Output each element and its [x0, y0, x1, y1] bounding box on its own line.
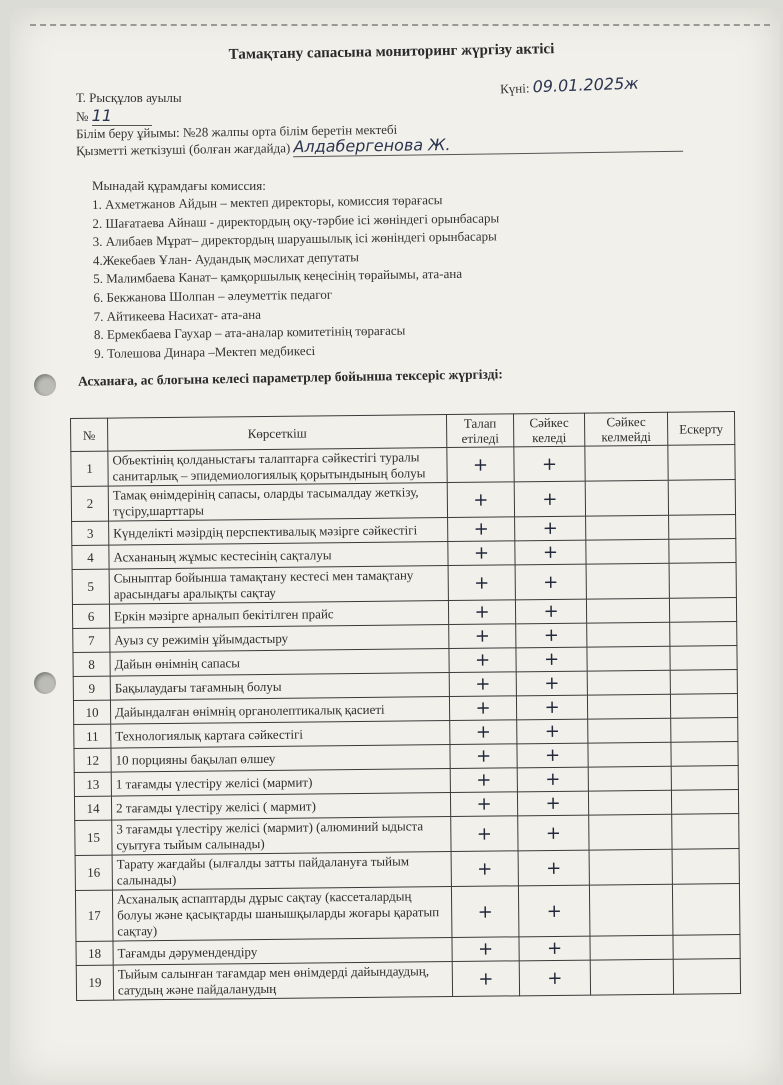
row-number: 12: [74, 748, 111, 772]
row-indicator: Тыйым салынған тағамдар мен өнімдерді дайындаудың, сатудың және пайдаланудың: [113, 962, 452, 1001]
header-compliant: Сәйкес келеді: [513, 413, 584, 447]
row-number: 2: [71, 486, 108, 521]
row-compliant-mark: +: [518, 885, 590, 937]
row-number: 15: [75, 820, 112, 855]
row-required-mark: +: [449, 624, 516, 649]
number-value: 11: [92, 106, 152, 126]
row-compliant-mark: +: [514, 446, 585, 482]
row-note: [670, 670, 737, 695]
row-compliant-mark: +: [516, 647, 587, 672]
header-noncompliant: Сәйкес келмейді: [584, 412, 667, 446]
organization-label: Білім беру ұйымы:: [75, 124, 180, 142]
row-required-mark: +: [447, 482, 514, 518]
row-noncompliant-mark: [587, 646, 670, 671]
row-required-mark: +: [447, 447, 514, 483]
row-indicator: 2 тағамды үлестіру желісі ( мармит): [111, 793, 450, 821]
date-label: Күні:: [499, 80, 530, 97]
row-noncompliant-mark: [587, 694, 670, 719]
row-required-mark: +: [450, 720, 517, 745]
row-required-mark: +: [452, 961, 519, 997]
row-indicator: Күнделікті мәзірдің перспективалық мәзірге сәйкестігі: [109, 518, 448, 546]
supplier-label: Қызметті жеткізуші (болған жағдайда): [75, 140, 291, 159]
row-indicator: Бақылаудағы тағамның болуы: [110, 673, 449, 701]
row-compliant-mark: +: [519, 960, 590, 996]
row-compliant-mark: +: [519, 936, 590, 961]
row-indicator: Тарату жағдайы (ылғалды затты пайдалануға тыйым салынады): [112, 852, 451, 891]
row-indicator: Тағамды дәрумендендіру: [113, 938, 452, 966]
row-indicator: Асхананың жұмыс кестесінің сақталуы: [109, 542, 448, 570]
row-note: [669, 515, 736, 540]
document-title: Тамақтану сапасына мониторинг жүргізу актісі: [228, 41, 555, 63]
row-compliant-mark: +: [516, 695, 587, 720]
row-number: 13: [74, 772, 111, 796]
commission-member: 2. Шағатаева Айнаш - директордың оқу-тәрбие ісі жөніндегі орынбасары: [92, 209, 500, 231]
commission-member: 3. Алибаев Мұрат– директордың шаруашылық ісі жөніндегі орынбасары: [92, 228, 497, 250]
commission-intro: Мынадай құрамдағы комиссия:: [92, 178, 266, 193]
row-compliant-mark: +: [517, 791, 588, 816]
inspection-heading: Асханаға, ас блогына келесі параметрлер бойынша тексеріс жүргізді:: [77, 366, 503, 389]
row-compliant-mark: +: [517, 767, 588, 792]
row-compliant-mark: +: [516, 623, 587, 648]
row-noncompliant-mark: [588, 790, 671, 815]
row-note: [670, 646, 737, 671]
row-note: [669, 539, 736, 564]
row-note: [673, 935, 740, 960]
row-required-mark: +: [450, 744, 517, 769]
row-required-mark: +: [449, 672, 516, 697]
row-note: [672, 849, 739, 885]
row-number: 16: [75, 855, 112, 890]
commission-member: 6. Бекжанова Шолпан – әлеуметтік педагог: [93, 286, 333, 305]
row-number: 1: [71, 451, 108, 486]
row-noncompliant-mark: [589, 884, 673, 936]
row-indicator: Дайындалған өнімнің органолептикалық қасиеті: [110, 697, 449, 725]
row-note: [669, 563, 736, 599]
number-line: [76, 106, 152, 126]
row-number: 3: [72, 521, 109, 545]
row-compliant-mark: +: [515, 599, 586, 624]
row-number: 4: [72, 545, 109, 569]
row-noncompliant-mark: [589, 849, 672, 885]
header-note: Ескерту: [667, 412, 734, 446]
row-noncompliant-mark: [590, 959, 673, 995]
row-note: [671, 742, 738, 767]
row-indicator: 10 порцияны бақылап өлшеу: [111, 745, 450, 773]
row-compliant-mark: +: [517, 743, 588, 768]
row-required-mark: +: [451, 886, 519, 938]
row-noncompliant-mark: [587, 622, 670, 647]
row-note: [671, 790, 738, 815]
row-note: [671, 718, 738, 743]
row-noncompliant-mark: [590, 935, 673, 960]
date-value: 09.01.2025ж: [532, 73, 639, 97]
row-number: 11: [74, 724, 111, 748]
row-required-mark: +: [451, 816, 518, 852]
row-required-mark: +: [450, 792, 517, 817]
commission-member: 9. Толешова Динара –Мектеп медбикесі: [94, 342, 316, 361]
row-noncompliant-mark: [588, 718, 671, 743]
commission-member: 5. Малимбаева Канат– қамқоршылық кеңесінің төрайымы, ата-ана: [93, 266, 463, 287]
row-number: 5: [72, 569, 109, 604]
row-indicator: Еркін мәзірге арналып бекітілген прайс: [109, 601, 448, 629]
row-number: 19: [76, 965, 113, 1000]
row-compliant-mark: +: [516, 671, 587, 696]
row-compliant-mark: +: [518, 815, 589, 851]
row-required-mark: +: [449, 696, 516, 721]
commission-member: 7. Айтикеева Насихат- ата-ана: [93, 306, 262, 324]
row-indicator: 3 тағамды үлестіру желісі (мармит) (алюминий ыдыста суытуға тыйым салынады): [112, 817, 451, 856]
row-indicator: Дайын өнімнің сапасы: [110, 649, 449, 677]
row-note: [670, 622, 737, 647]
row-compliant-mark: +: [515, 516, 586, 541]
row-number: 9: [73, 676, 110, 700]
row-indicator: Сыныптар бойынша тамақтану кестесі мен тамақтану арасындағы аралықты сақтау: [109, 566, 448, 605]
row-noncompliant-mark: [586, 515, 669, 540]
row-note: [668, 480, 735, 516]
row-required-mark: +: [452, 937, 519, 962]
row-number: 17: [75, 890, 113, 941]
row-note: [672, 884, 740, 936]
row-noncompliant-mark: [586, 563, 669, 599]
row-compliant-mark: +: [517, 719, 588, 744]
row-required-mark: +: [450, 768, 517, 793]
row-note: [670, 694, 737, 719]
number-label: №: [76, 109, 89, 124]
row-noncompliant-mark: [589, 814, 672, 850]
row-indicator: Объектінің қолданыстағы талаптарға сәйкестігі туралы санитарлық – эпидемиологиялық қорытындының болуы: [108, 448, 447, 487]
table-row: [76, 959, 740, 1001]
supplier-value: Алдабергенова Ж.: [293, 132, 683, 157]
row-compliant-mark: +: [515, 564, 586, 600]
row-required-mark: +: [451, 851, 518, 887]
row-number: 18: [76, 941, 113, 965]
row-noncompliant-mark: [585, 480, 668, 516]
row-noncompliant-mark: [585, 445, 668, 481]
commission-list: [92, 190, 501, 363]
punch-hole-icon: [34, 672, 56, 694]
row-noncompliant-mark: [588, 766, 671, 791]
row-compliant-mark: +: [518, 850, 589, 886]
commission-member: 4.Жекебаев Ұлан- Аудандық мәслихат депутаты: [92, 249, 360, 268]
row-required-mark: +: [448, 541, 515, 566]
row-note: [671, 766, 738, 791]
row-number: 14: [74, 796, 111, 820]
row-number: 10: [73, 700, 110, 724]
organization-value: №28 жалпы орта білім беретін мектебі: [182, 121, 398, 140]
row-compliant-mark: +: [514, 481, 585, 517]
row-note: [669, 598, 736, 623]
row-indicator: Асханалық аспаптарды дұрыс сақтау (кассеталардың болуы және қасықтарды шанышқыларды жоғары қаратып сақтау): [112, 887, 452, 942]
row-number: 7: [73, 628, 110, 652]
commission-member: 1. Ахметжанов Айдын – мектеп директоры, комиссия төрағасы: [92, 192, 443, 212]
row-indicator: 1 тағамды үлестіру желісі (мармит): [111, 769, 450, 797]
header-number: №: [71, 418, 108, 451]
table-row: [75, 884, 739, 942]
row-indicator: Ауыз су режимін ұйымдастыру: [110, 625, 449, 653]
row-noncompliant-mark: [588, 742, 671, 767]
row-required-mark: +: [448, 600, 515, 625]
row-noncompliant-mark: [587, 670, 670, 695]
row-note: [673, 959, 740, 995]
row-compliant-mark: +: [515, 540, 586, 565]
inspection-table: [70, 411, 741, 1001]
row-note: [672, 814, 739, 850]
row-noncompliant-mark: [586, 598, 669, 623]
row-indicator: Тамақ өнімдерінің сапасы, оларды тасымалдау жеткізу, түсіру,шарттары: [108, 483, 447, 522]
row-number: 8: [73, 652, 110, 676]
row-note: [668, 445, 735, 481]
row-required-mark: +: [448, 517, 515, 542]
row-required-mark: +: [448, 565, 515, 601]
row-noncompliant-mark: [586, 539, 669, 564]
village-name: Т. Рысқұлов ауылы: [76, 90, 182, 105]
row-required-mark: +: [449, 648, 516, 673]
commission-member: 8. Ермекбаева Гаухар – ата-аналар комитетінің төрағасы: [93, 322, 406, 343]
punch-hole-icon: [34, 374, 56, 396]
row-number: 6: [72, 604, 109, 628]
header-required: Талап етіледі: [446, 414, 513, 448]
perforation-edge: [30, 18, 770, 26]
row-indicator: Технологиялық картаға сәйкестігі: [111, 721, 450, 749]
header-indicator: Көрсеткіш: [108, 415, 447, 452]
